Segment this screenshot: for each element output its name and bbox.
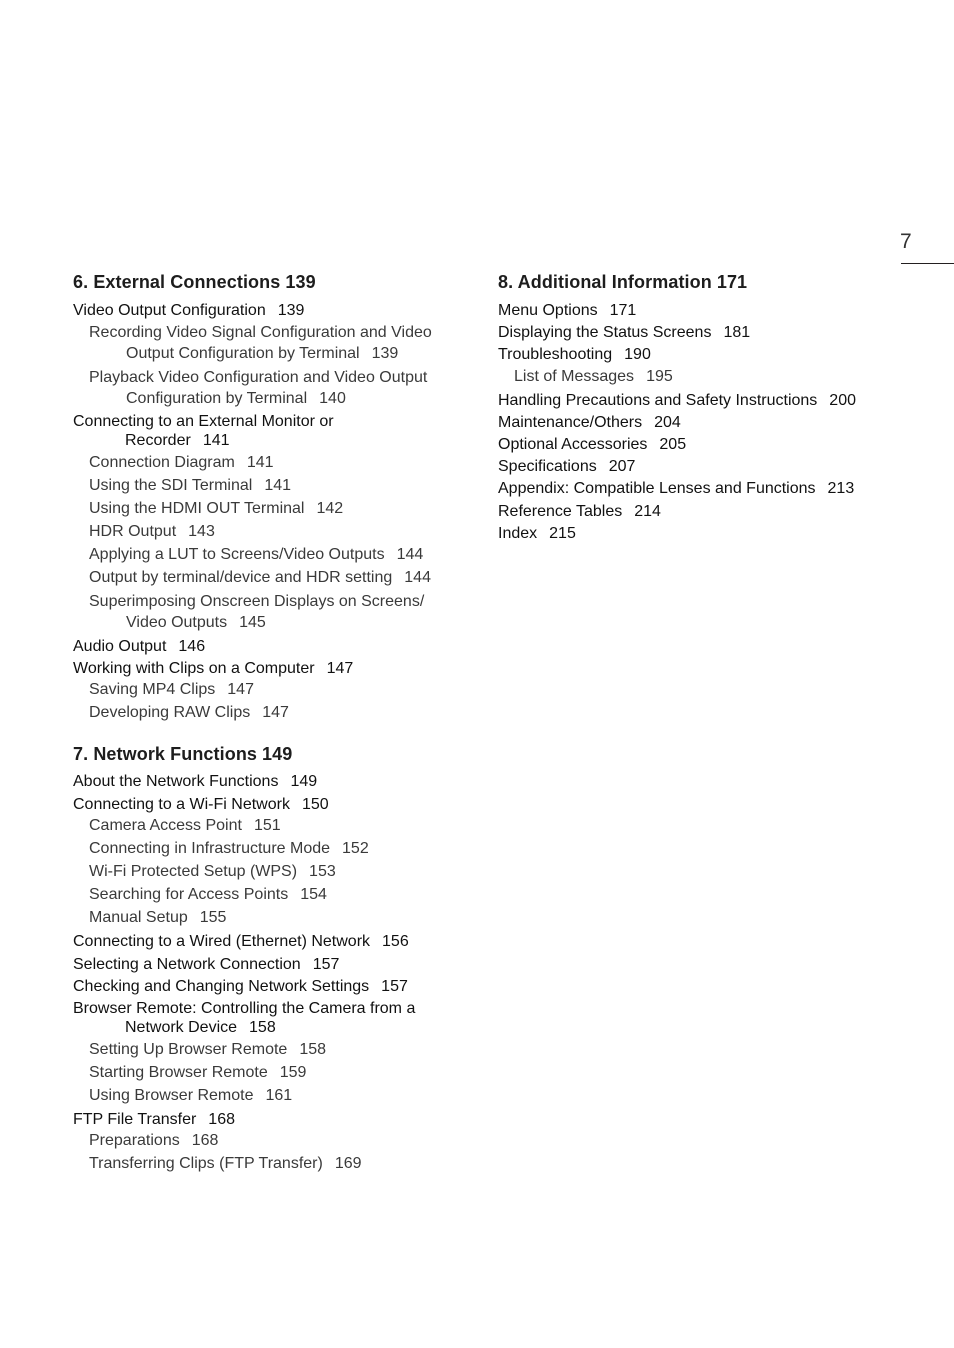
entry-label: Selecting a Network Connection: [73, 956, 301, 973]
entry-page: 181: [723, 324, 751, 341]
entry-label: Playback Video Configuration and Video Output: [89, 369, 428, 386]
entry-label: Developing RAW Clips: [89, 704, 251, 721]
entry-page: 200: [829, 392, 856, 409]
toc-entry[interactable]: [73, 977, 408, 996]
entry-page: 149: [290, 773, 318, 790]
toc-subentry[interactable]: [89, 885, 327, 904]
entry-label-line2: Configuration by Terminal: [126, 390, 308, 407]
entry-page: 215: [549, 525, 576, 542]
entry-label: Reference Tables: [498, 503, 623, 520]
toc-entry[interactable]: [498, 413, 681, 432]
entry-page: 143: [188, 523, 215, 540]
toc-subentry[interactable]: [89, 839, 369, 858]
entry-page: 147: [262, 704, 289, 721]
entry-label: Audio Output: [73, 638, 167, 655]
entry-label-line2: Network Device: [125, 1019, 238, 1036]
entry-page: 205: [659, 436, 687, 453]
entry-page: 140: [319, 390, 346, 407]
toc-entry[interactable]: [73, 932, 409, 951]
entry-page: 142: [316, 500, 344, 517]
toc-entry[interactable]: [73, 637, 205, 656]
entry-page: 151: [253, 817, 281, 834]
entry-page: 207: [608, 458, 636, 475]
entry-label: Starting Browser Remote: [89, 1064, 268, 1081]
entry-page: 157: [381, 978, 408, 995]
entry-page: 157: [312, 956, 340, 973]
entry-page: 168: [208, 1111, 235, 1128]
entry-label-continued: [73, 431, 334, 450]
toc-subentry[interactable]: [89, 522, 215, 541]
toc-entry[interactable]: [73, 999, 415, 1037]
section-page: 149: [262, 744, 293, 764]
toc-entry[interactable]: [73, 659, 353, 678]
toc-subentry[interactable]: [89, 680, 254, 699]
entry-label: Connecting to a Wi-Fi Network: [73, 796, 290, 813]
toc-subentry[interactable]: [89, 1131, 218, 1150]
toc-subentry[interactable]: [89, 499, 343, 518]
entry-label: Using the SDI Terminal: [89, 477, 253, 494]
entry-label: Appendix: Compatible Lenses and Functions: [498, 480, 816, 497]
entry-page: 141: [202, 432, 230, 449]
toc-entry[interactable]: [73, 301, 304, 320]
section-title: 8. Additional Information: [498, 272, 712, 292]
entry-label: Connecting to an External Monitor or: [73, 413, 334, 430]
entry-page: 152: [342, 840, 369, 857]
page-number-rule: [901, 263, 954, 264]
entry-label: Transferring Clips (FTP Transfer): [89, 1155, 323, 1172]
entry-label: Preparations: [89, 1132, 180, 1149]
entry-label: Video Output Configuration: [73, 302, 266, 319]
entry-page: 139: [277, 302, 305, 319]
toc-subentry[interactable]: [89, 591, 424, 633]
entry-page: 150: [301, 796, 329, 813]
toc-subentry[interactable]: [89, 568, 431, 587]
entry-label: Maintenance/Others: [498, 414, 643, 431]
toc-subentry[interactable]: [89, 1040, 326, 1059]
entry-page: 214: [634, 503, 661, 520]
toc-subentry[interactable]: [89, 545, 423, 564]
entry-page: 145: [239, 614, 266, 631]
entry-label: FTP File Transfer: [73, 1111, 197, 1128]
toc-subentry[interactable]: [89, 816, 281, 835]
toc-entry[interactable]: [73, 795, 329, 814]
entry-label: Working with Clips on a Computer: [73, 660, 315, 677]
entry-page: 139: [371, 345, 399, 362]
entry-label: Index: [498, 525, 538, 542]
entry-label: Camera Access Point: [89, 817, 242, 834]
entry-page: 153: [309, 863, 336, 880]
entry-page: 195: [646, 368, 673, 385]
entry-label: Browser Remote: Controlling the Camera from a: [73, 1000, 416, 1017]
toc-entry[interactable]: [498, 323, 750, 342]
section-heading[interactable]: [73, 745, 292, 764]
toc-subentry[interactable]: [89, 367, 427, 409]
entry-page: 169: [334, 1155, 362, 1172]
entry-page: 171: [609, 302, 637, 319]
entry-page: 158: [299, 1041, 327, 1058]
entry-page: 190: [624, 346, 651, 363]
entry-page: 156: [382, 933, 409, 950]
entry-label: Connecting to a Wired (Ethernet) Network: [73, 933, 371, 950]
entry-label: Troubleshooting: [498, 346, 613, 363]
entry-label-continued: [89, 612, 424, 633]
section-heading[interactable]: [498, 273, 747, 292]
toc-entry[interactable]: [498, 391, 856, 410]
entry-label: Applying a LUT to Screens/Video Outputs: [89, 546, 385, 563]
section-title: 6. External Connections: [73, 272, 281, 292]
entry-page: 161: [265, 1087, 293, 1104]
entry-page: 141: [246, 454, 274, 471]
entry-label-continued: [89, 388, 427, 409]
toc-entry[interactable]: [498, 457, 635, 476]
entry-label: List of Messages: [514, 368, 635, 385]
entry-label: Output by terminal/device and HDR setting: [89, 569, 393, 586]
section-title: 7. Network Functions: [73, 744, 258, 764]
toc-entry[interactable]: [498, 502, 661, 521]
toc-subentry[interactable]: [89, 1086, 292, 1105]
toc-entry[interactable]: [73, 772, 317, 791]
entry-label-line2: Output Configuration by Terminal: [126, 345, 360, 362]
entry-label: Optional Accessories: [498, 436, 648, 453]
entry-label: Saving MP4 Clips: [89, 681, 216, 698]
toc-subentry[interactable]: [89, 908, 226, 927]
entry-label: Using Browser Remote: [89, 1087, 254, 1104]
entry-page: 158: [249, 1019, 276, 1036]
toc-subentry[interactable]: [89, 322, 432, 364]
entry-label: Manual Setup: [89, 909, 188, 926]
entry-page: 213: [827, 480, 855, 497]
section-heading[interactable]: [73, 273, 316, 292]
entry-page: 141: [264, 477, 292, 494]
toc-subentry[interactable]: [89, 703, 289, 722]
entry-label: Wi-Fi Protected Setup (WPS): [89, 863, 298, 880]
toc-entry[interactable]: [73, 412, 334, 450]
entry-label: Connecting in Infrastructure Mode: [89, 840, 331, 857]
entry-page: 155: [199, 909, 227, 926]
toc-entry[interactable]: [73, 1110, 235, 1129]
entry-label: Checking and Changing Network Settings: [73, 978, 370, 995]
toc-subentry[interactable]: [89, 453, 274, 472]
toc-entry[interactable]: [498, 479, 854, 498]
entry-label: Recording Video Signal Configuration and Video: [89, 324, 432, 341]
entry-label-continued: [89, 343, 432, 364]
toc-entry[interactable]: [498, 524, 576, 543]
entry-label: HDR Output: [89, 523, 177, 540]
section-page: 171: [716, 272, 748, 292]
toc-subentry[interactable]: [89, 476, 291, 495]
entry-page: 144: [404, 569, 431, 586]
entry-page: 147: [326, 660, 354, 677]
entry-page: 159: [279, 1064, 307, 1081]
toc-subentry[interactable]: [89, 1154, 362, 1173]
toc-subentry[interactable]: [89, 862, 336, 881]
entry-page: 168: [191, 1132, 219, 1149]
entry-label-continued: [73, 1018, 415, 1037]
entry-label-line2: Recorder: [125, 432, 191, 449]
section-page: 139: [285, 272, 316, 292]
entry-label-line2: Video Outputs: [126, 614, 228, 631]
page-number: 7: [900, 230, 912, 253]
entry-label: Menu Options: [498, 302, 598, 319]
entry-label: Displaying the Status Screens: [498, 324, 712, 341]
entry-page: 204: [654, 414, 681, 431]
entry-label: Connection Diagram: [89, 454, 235, 471]
toc-entry[interactable]: [73, 955, 339, 974]
toc-entry[interactable]: [498, 301, 636, 320]
entry-label: About the Network Functions: [73, 773, 279, 790]
entry-label: Superimposing Onscreen Displays on Screens/: [89, 593, 425, 610]
entry-label: Handling Precautions and Safety Instructions: [498, 392, 818, 409]
toc-subentry[interactable]: [514, 367, 673, 386]
toc-entry[interactable]: [498, 345, 651, 364]
toc-entry[interactable]: [498, 435, 686, 454]
toc-subentry[interactable]: [89, 1063, 306, 1082]
entry-label: Specifications: [498, 458, 597, 475]
entry-page: 144: [396, 546, 424, 563]
entry-label: Setting Up Browser Remote: [89, 1041, 288, 1058]
entry-page: 154: [300, 886, 327, 903]
entry-page: 147: [227, 681, 254, 698]
entry-label: Using the HDMI OUT Terminal: [89, 500, 305, 517]
entry-page: 146: [178, 638, 206, 655]
entry-label: Searching for Access Points: [89, 886, 289, 903]
